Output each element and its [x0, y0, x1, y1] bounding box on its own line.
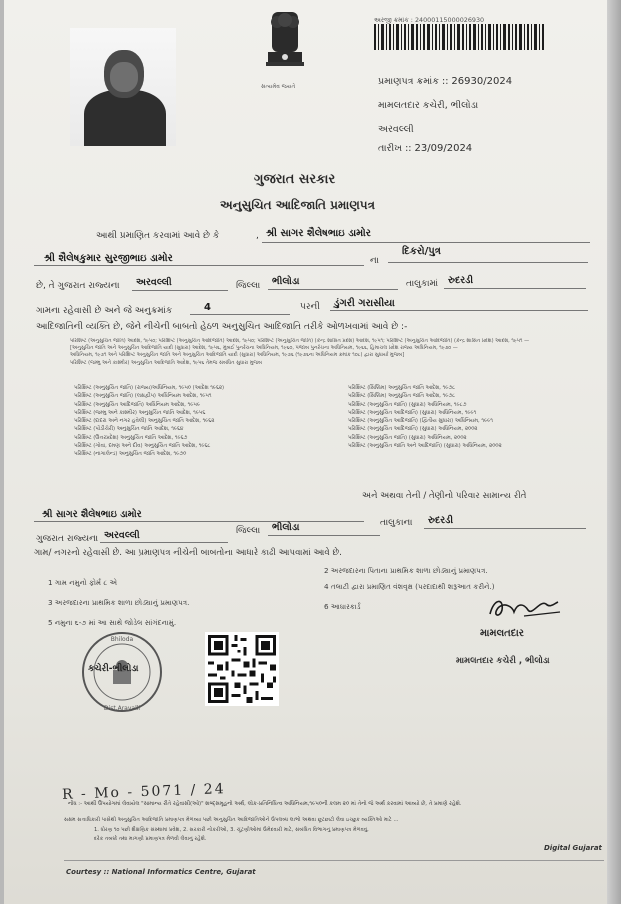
- father-name: શ્રી શૈલેષકુમાર સુરજીભાઇ ડામોર: [44, 253, 173, 264]
- list-item: પરિશિષ્ટ (અનુસુચિત આદિજાતિ) (દ્વિતીય સુધારા) અધિનિયમ, ૧૯૯૧: [348, 418, 493, 425]
- document-item: 3 અરજદારના પ્રાથમિક શાળા છોડ્યાનું પ્રમાણપત્ર.: [48, 598, 190, 607]
- list-item: પરિશિષ્ટ (અનુસુચિત જાતિ અને આદિજાતિ) (સુધારા) અધિનિયમ, ૨૦૦૨: [348, 443, 502, 450]
- list-item: પરિશિષ્ટ (અનુસુચિત જાતિ) (લક્ષદ્વીપ) અધિનિયમ આદેશ, ૧૯૫૧: [74, 393, 212, 400]
- list-item: પરિશિષ્ટ (નાગાલેન્ડ) અનુસુચિત જાતિ આદેશ, ૧૯૭૦: [74, 451, 187, 458]
- list-item: પરિશિષ્ટ (અનુસુચિત જાતિ) (રાજ્ય)અધિનિયમ, ૧૯૫૦ (આદેશ ૧૯૬૨): [74, 385, 225, 391]
- list-item: પરિશિષ્ટ (અનુસુચિત આદિજાતિ) (સુધારા) અધિનિયમ, ૨૦૦૨: [348, 426, 478, 433]
- signatory-office: મામલતદાર કચેરી , ભીલોડા: [456, 656, 550, 666]
- family-state-label: ગુજરાત રાજ્યના: [36, 534, 99, 544]
- note-line: 1. ધોરણ ૧૦ પછી શૈક્ષણિક સંસ્થામાં પ્રવેશ, 2. સરકારી નોકરીઓ, 3. ચૂંટણીઓમાં ઉમેદવારી માટે, સંબંધિત વિભાગનું પ્રમાણપત્ર મેળવવું.: [94, 826, 369, 833]
- emblem-caption: સત્યમેવ જયતે: [261, 84, 296, 90]
- underline: [262, 242, 590, 243]
- courtesy-credit: Courtesy :: National Informatics Centre, Gujarat: [66, 868, 256, 876]
- signatory-title: મામલતદાર: [480, 628, 524, 639]
- underline: [388, 262, 588, 263]
- svg-text:Bhiloda: Bhiloda: [110, 636, 134, 643]
- underline: [34, 521, 364, 522]
- taluka-label: તાલુકામાં: [406, 279, 439, 289]
- document-item: 4 તલાટી દ્વારા પ્રમાણિત વંશવૃક્ષ (પરદાદાથી શરૂઆત કરીને.): [324, 582, 495, 591]
- issuing-district: અરવલ્લી: [378, 124, 414, 135]
- note-line: સક્ષમ સત્તાધિકારી પાસેથી અનુસુચિત આદિજાતિ પ્રમાણપત્ર મેળવ્યા પછી અનુસુચિત આદિજાતિઓને ઉપલબ્ધ લાભો અથવા છૂટછાટો લેવા ઇચ્છુક વ્યક્તિઓ માટે ...: [64, 817, 399, 823]
- caste-value: ડુંગરી ગરાસીયા: [334, 298, 395, 309]
- issue-date-label: તારીખ: [378, 143, 403, 154]
- fine-print-right-list: [348, 384, 598, 450]
- state-value: અરવલ્લી: [136, 277, 172, 288]
- fine-print-left-list: [74, 384, 324, 459]
- na-label: ના: [370, 256, 379, 266]
- family-statement: અને અથવા તેની / તેણીનો પરિવાર સામાન્ય રીતે: [362, 491, 527, 501]
- document-item: 2 અરજદારના પિતાના પ્રાથમિક શાળા છોડ્યાનું પ્રમાણપત્ર.: [324, 566, 488, 575]
- note-line: નોંધ :- આથી ઉપયોગમાં લેવાયેલ "સામાન્ય રીતે રહેવાસી(ઓ)" શબ્દ્સમૂહનો અર્થ, લોક-પ્રતિનિધિત્વ અધિનિયમ,૧૯૫૦ની કલમ ૨૦ માં તેનો જે અર્થ કરવામાં આવ્યો છે, તે પ્રમાણે રહેશે.: [68, 801, 462, 807]
- qr-code-icon: [205, 632, 279, 706]
- basis-statement: ગામ/ નગરનો રહેવાસી છે. આ પ્રમાણપત્ર નીચેની બાબતોના આધારે કાઢી આપવામાં આવે છે.: [34, 548, 342, 558]
- state-label: છે, તે ગુજરાત રાજ્યના: [36, 281, 120, 291]
- issuing-office: મામલતદાર કચેરી, ભીલોડા: [378, 100, 479, 111]
- certificate-number: 26930/2024: [451, 76, 513, 87]
- document-item: 5 નમુના ૬-૭ માં આ સાથે જોડેલ સાંગંદનામું.: [48, 618, 177, 627]
- issue-date-row: તારીખ :: 23/09/2024: [378, 143, 473, 154]
- underline: [268, 289, 398, 290]
- footer-rule: [64, 860, 604, 861]
- underline: [132, 290, 228, 291]
- family-taluka-label: તાલુકાના: [380, 518, 413, 528]
- handwritten-reference: R - Mo - 5071 / 24: [61, 781, 226, 803]
- family-state-value: અરવલ્લી: [104, 530, 140, 541]
- family-taluka-value: રુદરડી: [428, 515, 454, 526]
- seal-text: કચેરી-ભીલોડા: [88, 664, 139, 674]
- underline: [34, 265, 364, 266]
- family-district-label: જિલ્લા: [236, 526, 261, 536]
- certificate-number-label: પ્રમાણપત્ર ક્રમાંક: [378, 76, 439, 87]
- svg-text:Dist.Aravalli: Dist.Aravalli: [103, 705, 141, 712]
- officer-signature-icon: [484, 592, 562, 626]
- list-item: પરિશિષ્ટ (અનુસુચિત જાતિ) (સુધારા) અધિનિયમ, ૨૦૦૨: [348, 434, 467, 441]
- list-item: પરિશિષ્ટ (અનુસુચિત આદિજાતિ) (સુધારા) અધિનિયમ, ૧૯૯૧: [348, 409, 477, 416]
- list-item: પરિશિષ્ટ (ઉત્તરપ્રદેશ) અનુસુચિત જાતિ આદેશ, ૧૯૬૭: [74, 434, 188, 441]
- fine-print-header: પરિશિષ્ટ (અનુસુચિત જાતિ) આદેશ, ૧૯૫૦; પરિશિષ્ટ (અનુસુચિત આદિજાતિ) આદેશ, ૧૯૫૦; પરિશિષ્ટ (અનુસુચિત જાતિ) (કેન્દ્ર શાસિત પ્રદેશ) આદેશ, ૧૯૫૧; પરિશિષ્ટ (અનુસુચિત આદિજાતિ) (કેન્દ્ર શાસિત પ્રદેશ) આદેશ, ૧૯૫૧ — [અનુસુચિત જાતિ અને અનુસુચિત આદિજાતિ યાદી (સુધારા) આદેશ, ૧૯૫૬, મુંબઈ પુનર્રચના અધિનિયમ, ૧૯૬૦, પંજાબ પુનર્રચના અધિનિયમ, ૧૯૬૬, હિમાચલ પ્રદેશ રાજ્ય અધિનિયમ, ૧૯૭૦ — અધિનિયમ, ૧૯૭૧ અને પરિશિષ્ટ અનુસુચિત જાતિ અને અનુસુચિત આદિજાતિ યાદી (સુધારા) અધિનિયમ, ૧૯૭૬ (૧૯૭૬ના અધિનિયમ ક્રમાંક ૧૦૮) દ્વારા સુધાર્યા મુજબ] પરિશિષ્ટ (જમ્મુ અને કાશ્મીર) અનુસુચિત આદિજાતિ આદેશ, ૧૯૫૬ તેમજ સંબંધિત સુધારા મુજબ: [70, 338, 530, 366]
- list-item: પરિશિષ્ટ (સિક્કિમ) અનુસુચિત જાતિ આદેશ, ૧૯૭૮: [348, 393, 456, 400]
- applicant-name: શ્રી સાગર શૈલેષભાઇ ડામોર: [266, 228, 371, 239]
- underline: [444, 288, 586, 289]
- underline: [268, 535, 380, 536]
- underline: [100, 542, 228, 543]
- notes-block: [68, 800, 608, 809]
- applicant-photo: [70, 28, 176, 146]
- tribe-statement: આદિજાતિની વ્યક્તિ છે, જેને નીચેની બાબતો હેઠળ અનુસુચિત આદિજાતિ તરીકે ઓળખવામાં આવે છે :-: [36, 322, 408, 332]
- family-district-value: ભીલોડા: [272, 522, 300, 533]
- relation: દિકરો/પુત્ર: [402, 246, 441, 257]
- list-item: પરિશિષ્ટ (જમ્મુ અને કાશ્મીર) અનુસુચિત જાતિ આદેશ, ૧૯૫૬: [74, 409, 206, 416]
- digital-gujarat-label: Digital Gujarat: [544, 844, 602, 852]
- serial-number: અરજી ક્રમાંક : 24000115000026930: [374, 16, 485, 24]
- list-item: પરિશિષ્ટ (સિક્કિમ) અનુસુચિત જાતિ આદેશ, ૧૯૭૮: [348, 385, 456, 391]
- district-label: જિલ્લા: [236, 281, 261, 291]
- underline: [424, 528, 586, 529]
- government-title: ગુજરાત સરકાર: [254, 172, 336, 187]
- document-item: 6 આધારકાર્ડ: [324, 602, 361, 611]
- note-line: દરેક તબક્કે તથા માગણી પ્રમાણપત્ર મેળવી લેવાનું રહેશે.: [94, 836, 207, 842]
- serial-value: 4: [204, 302, 211, 313]
- underline: [190, 314, 290, 315]
- list-item: પરિશિષ્ટ (અનુસુચિત જાતિ) (સુધારા) અધિનિયમ, ૧૯૮૭: [348, 401, 467, 408]
- caste-label: પરની: [300, 302, 320, 312]
- notes-detail: [64, 816, 534, 845]
- certificate-number-row: પ્રમાણપત્ર ક્રમાંક :: 26930/2024: [378, 76, 513, 87]
- certificate-paper: સત્યમેવ જયતે અરજી ક્રમાંક : 24000115000026930 પ્રમાણપત્ર ક્રમાંક :: 26930/2024 મામલતદાર કચેરી, ભીલોડા અરવલ્લી તારીખ :: 23/09/2024 ગુજરાત સરકાર અનુસુચિત આદિજાતિ પ્રમાણપત્ર આથી પ્રમાણિત કરવામાં આવે છે કે , શ્રી સાગર શૈલેષભાઇ ડામોર શ્રી શૈલેષકુમાર સુરજીભાઇ ડામોર ના દિકરો/પુત્ર છે, તે ગુજરાત રાજ્યના અરવલ્લી જિલ્લા ભીલોડા તાલુકામાં રુદરડી ગામના રહેવાસી છે અને જે અનુક્રમાંક 4 પરની ડુંગરી ગરાસીયા આદિજાતિની વ્યક્તિ છે, જેને નીચેની બાબતો હેઠળ અનુસુચિત આદિજાતિ તરીકે ઓળખવામાં આવે છે :- પરિશિષ્ટ (અનુસુચિત જાતિ) આદેશ, ૧૯૫૦; પરિશિષ્ટ (અનુસુચિત આદિજાતિ) આદેશ, ૧૯૫૦; પરિશિષ્ટ (અનુસુચિત જાતિ) (કેન્દ્ર શાસિત પ્રદેશ) આદેશ, ૧૯૫૧; પરિશિષ્ટ (અનુસુચિત આદિજાતિ) (કેન્દ્ર શાસિત પ્રદેશ) આદેશ, ૧૯૫૧ — [અનુસુચિત જાતિ અને અનુસુચિત આદિજાતિ યાદી (સુધારા) આદેશ, ૧૯૫૬, મુંબઈ પુનર્રચના અધિનિયમ, ૧૯૬૦, પંજાબ પુનર્રચના અધિનિયમ, ૧૯૬૬, હિમાચલ પ્રદેશ રાજ્ય અધિનિયમ, ૧૯૭૦ — અધિનિયમ, ૧૯૭૧ અને પરિશિષ્ટ અનુસુચિત જાતિ અને અનુસુચિત આદિજાતિ યાદી (સુધારા) અધિનિયમ, ૧૯૭૬ (૧૯૭૬ના અધિનિયમ ક્રમાંક ૧૦૮) દ્વારા સુધાર્યા મુજબ] પરિશિષ્ટ (જમ્મુ અને કાશ્મીર) અનુસુચિત આદિજાતિ આદેશ, ૧૯૫૬ તેમજ સંબંધિત સુધારા મુજબ પરિશિષ્ટ (અનુસુચિત જાતિ) (રાજ્ય)અધિનિયમ, ૧૯૫૦ (આદેશ ૧૯૬૨) પરિશિષ્ટ (અનુસુચિત જાતિ) (લક્ષદ્વીપ) અધિનિયમ આદેશ, ૧૯૫૧ પરિશિષ્ટ (અનુસુચિત આદિજાતિ) અધિનિયમ આદેશ, ૧૯૫૯ પરિશિષ્ટ (જમ્મુ અને કાશ્મીર) અનુસુચિત જાતિ આદેશ, ૧૯૫૬ પરિશિષ્ટ (દાદરા અને નગર હવેલી) અનુસુચિત જાતિ આદેશ, ૧૯૬૨ પરિશિષ્ટ (પોંડીચેરી) અનુસુચિત જાતિ આદેશ, ૧૯૬૪ પરિશિષ્ટ (ઉત્તરપ્રદેશ) અનુસુચિત જાતિ આદેશ, ૧૯૬૭ પરિશિષ્ટ (ગોવા, દમણ અને દીવ) અનુસુચિત જાતિ આદેશ, ૧૯૬૮ પરિશિષ્ટ (નાગાલેન્ડ) અનુસુચિત જાતિ આદેશ, ૧૯૭૦ પરિશિષ્ટ (સિક્કિમ) અનુસુચિત જાતિ આદેશ, ૧૯૭૮ પરિશિષ્ટ (સિક્કિમ) અનુસુચિત જાતિ આદેશ, ૧૯૭૮ પરિશિષ્ટ (અનુસુચિત જાતિ) (સુધારા) અધિનિયમ, ૧૯૮૭ પરિશિષ્ટ (અનુસુચિત આદિજાતિ) (સુધારા) અધિનિયમ, ૧૯૯૧ પરિશિષ્ટ (અનુસુચિત આદિજાતિ) (દ્વિતીય સુધારા) અધિનિયમ, ૧૯૯૧ પરિશિષ્ટ (અનુસુચિત આદિજાતિ) (સુધારા) અધિનિયમ, ૨૦૦૨ પરિશિષ્ટ (અનુસુચિત જાતિ) (સુધારા) અધિનિયમ, ૨૦૦૨ પરિશિષ્ટ (અનુસુચિત જાતિ અને આદિજાતિ) (સુધારા) અધિનિયમ, ૨૦૦૨ અને અથવા તેની / તેણીનો પરિવાર સામાન્ય રીતે શ્રી સાગર શૈલેષભાઇ ડામોર ગુજરાત રાજ્યના અરવલ્લી જિલ્લા ભીલોડા તાલુકાના રુદરડી ગામ/ નગરનો રહેવાસી છે. આ પ્રમાણપત્ર નીચેની બાબતોના આધારે કાઢી આપવામાં આવે છે. 1 ગામ નમુનો ફોર્મ ૮ એ 2 અરજદારના પિતાના પ્રાથમિક શાળા છોડ્યાનું પ્રમાણપત્ર. 3 અરજદારના પ્રાથમિક શાળા છોડ્યાનું પ્રમાણપત્ર. 4 તલાટી દ્વારા પ્રમાણિત વંશવૃક્ષ (પરદાદાથી શરૂઆત કરીને.) 5 નમુના ૬-૭ માં આ સાથે જોડેલ સાંગંદનામું. 6 આધારકાર્ડ મામલતદાર મામલતદાર કચેરી , ભીલોડા Bhiloda Dist.Aravalli કચેરી-ભીલોડા R - Mo - 5071 / 24 નોંધ :- આથી ઉપયોગમાં લેવાયેલ "સામાન્ય રીતે રહેવાસી(ઓ)" શબ્દ્સમૂહનો અર્થ, લોક-પ્રતિનિધિત્વ અધિનિયમ,૧૯૫૦ની કલમ ૨૦ માં તેનો જે અર્થ કરવામાં આવ્યો છે, તે પ્રમાણે રહેશે. સક્ષમ સત્તાધિકારી પાસેથી અનુસુચિત આદિજાતિ પ્રમાણપત્ર મેળવ્યા પછી અનુસુચિત આદિજાતિઓને ઉપલબ્ધ લાભો અથવા છૂટછાટો લેવા ઇચ્છુક વ્યક્તિઓ માટે ... 1. ધોરણ ૧૦ પછી શૈક્ષણિક સંસ્થામાં પ્રવેશ, 2. સરકારી નોકરીઓ, 3. ચૂંટણીઓમાં ઉમેદવારી માટે, સંબંધિત વિભાગનું પ્રમાણપત્ર મેળવવું. દરેક તબક્કે તથા માગણી પ્રમાણપત્ર મેળવી લેવાનું રહેશે. Digital Gujarat Courtesy :: National Informatics Centre, Gujarat: [4, 0, 610, 904]
- district-value: ભીલોડા: [272, 276, 300, 287]
- list-item: પરિશિષ્ટ (ગોવા, દમણ અને દીવ) અનુસુચિત જાતિ આદેશ, ૧૯૬૮: [74, 443, 211, 450]
- list-item: પરિશિષ્ટ (દાદરા અને નગર હવેલી) અનુસુચિત જાતિ આદેશ, ૧૯૬૨: [74, 418, 215, 425]
- issue-date: 23/09/2024: [414, 143, 473, 154]
- taluka-value: રુદરડી: [448, 275, 474, 286]
- family-name: શ્રી સાગર શૈલેષભાઇ ડામોર: [42, 509, 142, 520]
- certificate-title: અનુસુચિત આદિજાતિ પ્રમાણપત્ર: [220, 198, 375, 212]
- certify-text: આથી પ્રમાણિત કરવામાં આવે છે કે: [96, 231, 220, 241]
- underline: [330, 310, 588, 311]
- state-emblem-icon: [258, 8, 312, 82]
- document-item: 1 ગામ નમુનો ફોર્મ ૮ એ: [48, 578, 118, 587]
- list-item: પરિશિષ્ટ (પોંડીચેરી) અનુસુચિત જાતિ આદેશ, ૧૯૬૪: [74, 426, 184, 433]
- page-edge: [607, 0, 621, 904]
- list-item: પરિશિષ્ટ (અનુસુચિત આદિજાતિ) અધિનિયમ આદેશ, ૧૯૫૯: [74, 401, 201, 408]
- barcode-icon: [374, 24, 544, 50]
- village-label: ગામના રહેવાસી છે અને જે અનુક્રમાંક: [36, 306, 173, 316]
